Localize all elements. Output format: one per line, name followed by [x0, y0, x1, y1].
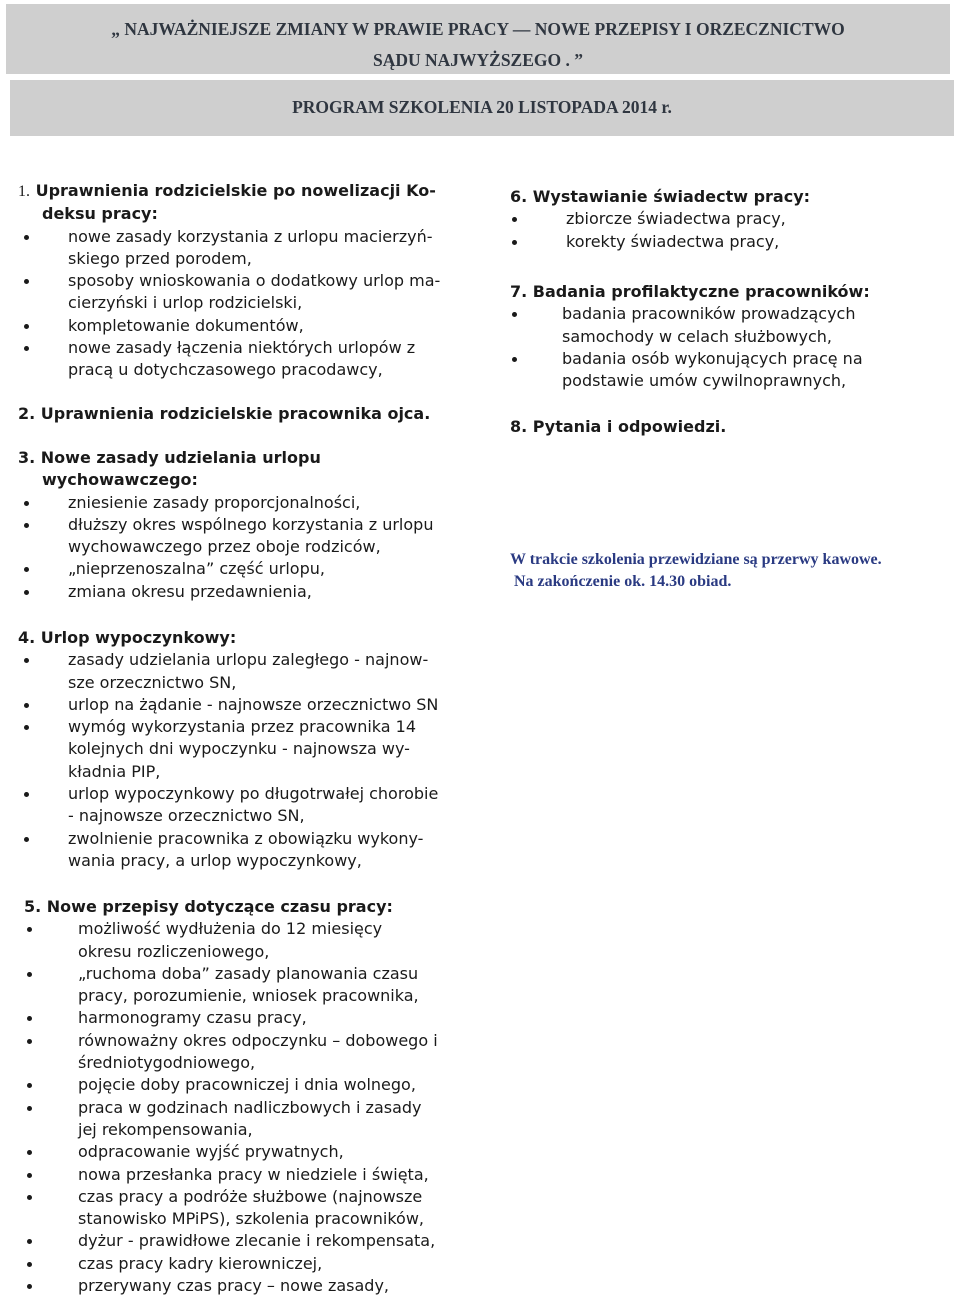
list-item-line: zmiana okresu przedawnienia, — [68, 581, 312, 601]
list-item — [510, 303, 950, 348]
list-item-line: samochody w celach służbowych, — [562, 326, 832, 346]
list-item-line: okresu rozliczeniowego, — [78, 941, 270, 961]
list-item — [18, 716, 508, 783]
list-item-line: dłuższy okres wspólnego korzystania z urlopu — [68, 514, 434, 534]
list-item — [510, 231, 950, 253]
list-item — [24, 1186, 508, 1231]
section-6-title: 6. Wystawianie świadectw pracy: — [510, 187, 811, 206]
list-item — [18, 492, 508, 514]
list-item — [24, 1141, 508, 1163]
list-item-line: urlop wypoczynkowy po długotrwałej chorobie — [68, 784, 439, 804]
list-item — [18, 315, 508, 337]
section-8-title: 8. Pytania i odpowiedzi. — [510, 417, 727, 436]
list-item — [18, 337, 508, 382]
section-1-list — [18, 226, 508, 382]
title-line-2: SĄDU NAJWYŻSZEGO . ” — [372, 50, 584, 70]
list-item-line: korekty świadectwa pracy, — [566, 231, 780, 251]
list-item-line: sposoby wnioskowania o dodatkowy urlop ma- — [68, 271, 441, 291]
program-title: PROGRAM SZKOLENIA 20 LISTOPADA 2014 r. — [292, 97, 672, 117]
list-item-line: nowe zasady korzystania z urlopu macierzyń- — [68, 226, 433, 246]
list-item-line: dyżur - prawidłowe zlecanie i rekompensata, — [78, 1231, 436, 1251]
list-item-line: zwolnienie pracownika z obowiązku wykony- — [68, 828, 424, 848]
list-item-line: wychowawczego przez oboje rodziców, — [68, 537, 381, 557]
list-item-line: „nieprzenoszalna” część urlopu, — [68, 559, 325, 579]
schedule-notice — [510, 549, 955, 593]
list-item-line: badania osób wykonujących pracę na — [562, 348, 863, 368]
list-item — [24, 1097, 508, 1142]
list-item-line: odpracowanie wyjść prywatnych, — [78, 1142, 344, 1162]
list-item-line: harmonogramy czasu pracy, — [78, 1008, 307, 1028]
list-item-line: czas pracy a podróże służbowe (najnowsze — [78, 1186, 423, 1206]
title-line-1: „ NAJWAŻNIEJSZE ZMIANY W PRAWIE PRACY — NOWE PRZEPISY I ORZECZNICTWO — [111, 19, 845, 39]
list-item — [510, 348, 950, 393]
list-item-line: jej rekompensowania, — [78, 1119, 253, 1139]
section-4 — [18, 627, 508, 872]
list-item — [18, 270, 508, 315]
list-item-line: czas pracy kadry kierowniczej, — [78, 1253, 323, 1273]
section-3 — [18, 447, 508, 603]
list-item-line: zbiorcze świadectwa pracy, — [566, 209, 786, 229]
list-item-line: nowa przesłanka pracy w niedziele i święta, — [78, 1164, 429, 1184]
list-item-line: sze orzecznictwo SN, — [68, 672, 237, 692]
section-5-title: 5. Nowe przepisy dotyczące czasu pracy: — [24, 897, 393, 916]
list-item — [24, 918, 508, 963]
section-7-title: 7. Badania profilaktyczne pracowników: — [510, 282, 870, 301]
list-item — [18, 514, 508, 559]
list-item-line: skiego przed porodem, — [68, 248, 252, 268]
list-item — [18, 558, 508, 580]
list-item-line: zasady udzielania urlopu zaległego - najnow- — [68, 650, 429, 670]
section-1-title — [18, 180, 508, 203]
list-item-line: pojęcie doby pracowniczej i dnia wolnego, — [78, 1075, 416, 1095]
list-item-line: nowe zasady łączenia niektórych urlopów z — [68, 338, 416, 358]
list-item — [18, 828, 508, 873]
list-item-line: stanowisko MPiPS), szkolenia pracowników, — [78, 1209, 424, 1229]
list-item-line: możliwość wydłużenia do 12 miesięcy — [78, 919, 383, 939]
list-item — [18, 649, 508, 694]
list-item-line: średniotygodniowego, — [78, 1053, 256, 1073]
section-5 — [24, 896, 508, 1297]
list-item — [18, 226, 508, 271]
list-item-line: kompletowanie dokumentów, — [68, 315, 304, 335]
section-4-list — [18, 649, 508, 872]
section-1 — [18, 180, 508, 382]
list-item — [24, 1030, 508, 1075]
list-item-line: badania pracowników prowadzących — [562, 304, 856, 324]
list-item — [24, 1164, 508, 1186]
list-item-line: podstawie umów cywilnoprawnych, — [562, 371, 847, 391]
section-3-title-line-1: 3. Nowe zasady udzielania urlopu — [18, 448, 321, 467]
list-item — [18, 783, 508, 828]
section-1-title-line-2: deksu pracy: — [42, 204, 158, 224]
section-1-number: 1. — [18, 183, 30, 200]
list-item-line: pracy, porozumienie, wniosek pracownika, — [78, 986, 419, 1006]
list-item-line: wymóg wykorzystania przez pracownika 14 — [68, 717, 417, 737]
list-item — [18, 581, 508, 603]
section-7 — [510, 281, 950, 392]
notice-line-1: W trakcie szkolenia przewidziane są przerwy kawowe. — [510, 551, 882, 568]
list-item-line: przerywany czas pracy – nowe zasady, — [78, 1276, 390, 1296]
section-7-list — [510, 303, 950, 392]
section-3-title-line-2: wychowawczego: — [42, 470, 198, 490]
notice-line-2: Na zakończenie ok. 14.30 obiad. — [514, 573, 732, 590]
list-item-line: cierzyński i urlop rodzicielski, — [68, 293, 303, 313]
list-item — [510, 208, 950, 230]
list-item — [24, 963, 508, 1008]
list-item-line: urlop na żądanie - najnowsze orzecznictwo SN — [68, 694, 439, 714]
list-item — [24, 1253, 508, 1275]
section-4-title: 4. Urlop wypoczynkowy: — [18, 628, 237, 647]
section-6-list — [510, 208, 950, 253]
list-item — [24, 1230, 508, 1252]
list-item-line: zniesienie zasady proporcjonalności, — [68, 492, 361, 512]
list-item-line: „ruchoma doba” zasady planowania czasu — [78, 963, 419, 983]
list-item — [24, 1007, 508, 1029]
list-item-line: pracą u dotychczasowego pracodawcy, — [68, 360, 383, 380]
list-item-line: - najnowsze orzecznictwo SN, — [68, 806, 305, 826]
program-banner — [10, 80, 954, 136]
section-1-title-line-1: Uprawnienia rodzicielskie po nowelizacji Ko- — [35, 181, 436, 200]
list-item — [18, 694, 508, 716]
title-banner — [6, 4, 950, 74]
list-item-line: wania pracy, a urlop wypoczynkowy, — [68, 850, 362, 870]
list-item-line: kładnia PIP, — [68, 761, 161, 781]
section-6 — [510, 186, 950, 253]
section-5-list — [24, 918, 508, 1297]
list-item-line: kolejnych dni wypoczynku - najnowsza wy- — [68, 739, 410, 759]
section-3-list — [18, 492, 508, 603]
list-item — [24, 1275, 508, 1297]
list-item — [24, 1074, 508, 1096]
list-item-line: równoważny okres odpoczynku – dobowego i — [78, 1030, 438, 1050]
section-2-title: 2. Uprawnienia rodzicielskie pracownika ojca. — [18, 404, 431, 423]
list-item-line: praca w godzinach nadliczbowych i zasady — [78, 1097, 422, 1117]
